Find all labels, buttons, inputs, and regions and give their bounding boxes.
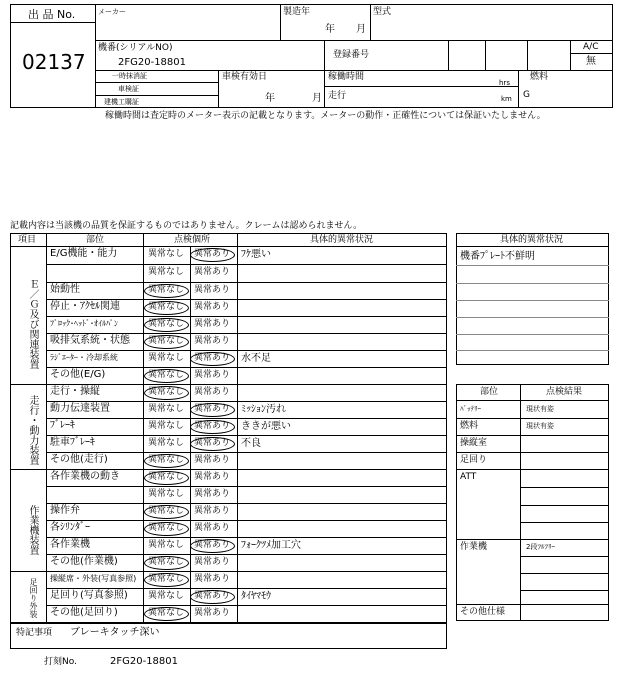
divider	[518, 70, 519, 108]
status-issue: 異常あり	[194, 539, 231, 550]
row-detail: ﾌｫｰｸﾂﾒ加工穴	[241, 539, 301, 551]
status-issue: 異常あり	[194, 488, 231, 499]
circled-no-issue	[144, 556, 189, 570]
expiry-month-unit: 月	[312, 93, 322, 104]
row-part: その他(作業機)	[50, 555, 118, 567]
divider	[456, 469, 609, 470]
row-detail: 水不足	[241, 352, 271, 364]
status-no-issue: 異常なし	[148, 522, 185, 533]
circled-no-issue	[144, 471, 189, 485]
battery-label: ﾊﾞｯﾃﾘｰ	[460, 405, 481, 413]
row-part: 吸排気系統・状態	[50, 334, 130, 346]
divider	[10, 22, 96, 23]
row-divider	[46, 537, 447, 538]
divider	[456, 435, 609, 436]
hours-label: 稼働時間	[328, 72, 365, 82]
lot-number: 02137	[22, 50, 86, 74]
status-issue: 異常あり	[194, 471, 231, 482]
col-item-header: 項目	[18, 235, 37, 245]
work-label: 作業機	[460, 542, 488, 552]
status-issue: 異常あり	[194, 437, 231, 448]
divider	[324, 70, 325, 108]
remarks-value: ブレーキタッチ深い	[70, 627, 160, 638]
row-divider	[46, 435, 447, 436]
circled-issue	[190, 403, 235, 417]
group-label-eg	[18, 268, 38, 380]
divider	[520, 487, 609, 488]
other-spec-label: その他仕様	[460, 607, 506, 617]
status-no-issue: 異常なし	[148, 454, 185, 465]
status-issue: 異常あり	[194, 267, 231, 277]
circled-no-issue	[144, 454, 189, 468]
status-issue: 異常あり	[194, 352, 231, 363]
group-label-under	[18, 574, 38, 622]
row-part: 操作弁	[50, 504, 80, 516]
divider	[95, 70, 613, 71]
divider	[456, 283, 609, 284]
mileage-label: 走行	[328, 91, 347, 101]
stamp-value: 2FG20-18801	[110, 656, 179, 667]
fuel-result-label: 燃料	[460, 421, 479, 431]
disclaimer-top: 稼働時間は査定時のメーター表示の記載となります。メーターの動作・正確性については保証いたしません。	[105, 111, 546, 121]
row-part: ﾌﾞﾚｰｷ	[50, 419, 75, 431]
divider	[456, 400, 609, 401]
status-no-issue: 異常なし	[148, 420, 185, 431]
ac-value: 無	[586, 56, 596, 67]
circled-no-issue	[144, 318, 189, 332]
divider	[448, 40, 449, 70]
row-detail: ﾐｯｼｮﾝ汚れ	[241, 403, 286, 415]
circled-no-issue	[144, 386, 189, 400]
col-check-header: 点検個所	[174, 235, 211, 245]
group-divider	[10, 571, 447, 572]
row-divider	[46, 588, 447, 589]
status-no-issue: 異常なし	[148, 249, 185, 259]
row-part: その他(足回り)	[50, 607, 118, 618]
row-part: 走行・操縦	[50, 385, 100, 397]
row-divider	[46, 401, 447, 402]
group-drive-text: 走行・動力装置	[27, 395, 38, 465]
row-divider	[46, 418, 447, 419]
row-part: ﾗｼﾞｴｰﾀｰ・冷却系統	[50, 352, 118, 362]
lot-label: 出 品 No.	[28, 8, 76, 21]
row-part: ﾌﾞﾛｯｸ･ﾍｯﾄﾞ･ｵｲﾙﾊﾟﾝ	[50, 318, 118, 328]
fuel-label: 燃料	[530, 72, 549, 82]
inspection-cert-label: 車検証	[118, 85, 139, 93]
group-under-text: 足回り外装	[29, 578, 38, 618]
divider	[527, 40, 528, 70]
status-no-issue: 異常なし	[148, 608, 185, 618]
fuel-result-value: 現状有姿	[526, 422, 554, 430]
divider	[520, 384, 521, 621]
status-no-issue: 異常なし	[148, 590, 185, 601]
group-label-work	[18, 494, 38, 566]
temp-cert-label: 一時抹消証	[112, 72, 147, 80]
divider	[456, 265, 609, 266]
status-no-issue: 異常なし	[148, 318, 185, 329]
col-detail-header: 具体的異常状況	[310, 235, 374, 245]
status-no-issue: 異常なし	[148, 437, 185, 448]
row-part: 動力伝達装置	[50, 402, 110, 414]
status-issue: 異常あり	[194, 369, 231, 380]
divider	[520, 556, 609, 557]
row-part: 各作業機の動き	[50, 470, 120, 482]
status-no-issue: 異常なし	[148, 386, 185, 397]
row-divider	[46, 367, 447, 368]
construction-cert-label: 建機工購証	[104, 98, 139, 106]
circled-no-issue	[144, 505, 189, 519]
circled-issue	[190, 539, 235, 553]
circled-issue	[190, 420, 235, 434]
row-part: 始動性	[50, 283, 80, 295]
row-detail: 不良	[241, 437, 261, 449]
row-divider	[46, 333, 447, 334]
divider	[370, 4, 371, 40]
expiry-year-unit: 年	[265, 93, 275, 104]
status-issue: 異常あり	[194, 403, 231, 414]
circled-issue	[190, 437, 235, 451]
result-col-part: 部位	[480, 387, 499, 397]
model-label: 型式	[373, 7, 392, 17]
divider	[456, 317, 609, 318]
status-no-issue: 異常なし	[148, 403, 185, 414]
circled-issue	[190, 248, 235, 262]
circled-no-issue	[144, 301, 189, 315]
status-no-issue: 異常なし	[148, 556, 185, 567]
divider	[237, 233, 238, 623]
divider	[456, 246, 609, 247]
divider	[280, 4, 281, 40]
cab-label: 操縦室	[460, 438, 488, 448]
row-part: 足回り(写真参照)	[50, 589, 128, 601]
circled-no-issue	[144, 335, 189, 349]
row-divider	[46, 486, 447, 487]
status-issue: 異常あり	[194, 505, 231, 516]
status-issue: 異常あり	[194, 590, 231, 601]
stamp-label: 打刻No.	[44, 657, 77, 667]
inspection-expiry-label: 車検有効日	[222, 72, 268, 82]
divider	[520, 505, 609, 506]
right-result-table	[456, 384, 609, 621]
divider	[456, 334, 609, 335]
group-work-text: 作業機装置	[27, 505, 38, 555]
status-issue: 異常あり	[194, 249, 231, 259]
row-part: 操縦席・外装(写真参照)	[50, 573, 137, 583]
divider	[520, 522, 609, 523]
serial-value: 2FG20-18801	[118, 57, 187, 68]
status-issue: 異常あり	[194, 608, 231, 618]
status-issue: 異常あり	[194, 318, 231, 329]
status-no-issue: 異常なし	[148, 284, 185, 295]
row-divider	[46, 520, 447, 521]
divider	[95, 40, 613, 41]
row-part: その他(E/G)	[50, 368, 106, 380]
circled-no-issue	[144, 284, 189, 298]
group-divider	[10, 469, 447, 470]
group-label-drive	[18, 392, 38, 468]
row-part: 各作業機	[50, 538, 90, 550]
status-no-issue: 異常なし	[148, 505, 185, 516]
divider	[456, 350, 609, 351]
right-detail-header: 具体的異常状況	[500, 235, 564, 245]
status-no-issue: 異常なし	[148, 335, 185, 346]
row-part: 停止・ｱｸｾﾙ関連	[50, 300, 120, 312]
divider	[456, 300, 609, 301]
divider	[46, 233, 47, 623]
row-detail: ﾀｲﾔﾏﾓｳ	[241, 590, 271, 602]
ac-label: A/C	[583, 42, 599, 52]
work-value: 2段ﾌﾙﾌﾘｰ	[526, 543, 555, 551]
row-divider	[46, 282, 447, 283]
divider	[570, 53, 613, 54]
circled-issue	[190, 590, 235, 604]
notice-text: 記載内容は当該機の品質を保証するものではありません。クレームは認められません。	[10, 221, 363, 231]
status-no-issue: 異常なし	[148, 267, 185, 277]
row-divider	[46, 264, 447, 265]
row-divider	[46, 554, 447, 555]
divider	[456, 539, 609, 540]
battery-value: 現状有姿	[526, 405, 554, 413]
status-issue: 異常あり	[194, 454, 231, 465]
divider	[570, 40, 571, 70]
status-no-issue: 異常なし	[148, 471, 185, 482]
divider	[520, 590, 609, 591]
row-divider	[46, 503, 447, 504]
year-label: 製造年	[283, 7, 311, 17]
row-divider	[46, 452, 447, 453]
status-no-issue: 異常なし	[148, 369, 185, 380]
group-eg-text: Ｅ／Ｇ及び関連装置	[27, 279, 38, 369]
circled-no-issue	[144, 522, 189, 536]
circled-no-issue	[144, 607, 189, 621]
circled-issue	[190, 352, 235, 366]
result-col-result: 点検結果	[546, 387, 583, 397]
divider	[456, 418, 609, 419]
remarks-label: 特記事項	[16, 628, 53, 638]
status-issue: 異常あり	[194, 420, 231, 431]
divider	[456, 604, 609, 605]
status-issue: 異常あり	[194, 573, 231, 584]
divider	[456, 452, 609, 453]
row-part: 駐車ﾌﾞﾚｰｷ	[50, 436, 95, 448]
row-divider	[46, 316, 447, 317]
status-no-issue: 異常なし	[148, 573, 185, 584]
col-part-header: 部位	[86, 235, 105, 245]
divider	[324, 40, 325, 70]
status-no-issue: 異常なし	[148, 301, 185, 312]
maker-label: メーカー	[98, 8, 126, 16]
row-part: E/G機能・能力	[50, 248, 118, 259]
status-no-issue: 異常なし	[148, 539, 185, 550]
divider	[95, 4, 96, 108]
circled-no-issue	[144, 573, 189, 587]
month-unit: 月	[356, 24, 366, 35]
group-divider	[10, 384, 447, 385]
status-issue: 異常あり	[194, 386, 231, 397]
year-unit: 年	[325, 24, 335, 35]
divider	[95, 95, 218, 96]
mileage-unit: km	[501, 95, 512, 103]
status-no-issue: 異常なし	[148, 488, 185, 499]
divider	[218, 70, 219, 108]
status-issue: 異常あり	[194, 522, 231, 533]
divider	[485, 40, 486, 70]
hours-unit: hrs	[499, 79, 510, 87]
divider	[324, 86, 518, 87]
row-part: 各ｼﾘﾝﾀﾞｰ	[50, 521, 90, 533]
att-label: ATT	[460, 472, 477, 482]
right-detail-line1: 機番ﾌﾟﾚｰﾄ不鮮明	[460, 251, 535, 262]
status-no-issue: 異常なし	[148, 352, 185, 363]
status-issue: 異常あり	[194, 556, 231, 567]
reg-label: 登録番号	[333, 50, 370, 60]
row-detail: ﾌｹ悪い	[241, 249, 271, 260]
under-label: 足回り	[460, 455, 488, 465]
status-issue: 異常あり	[194, 335, 231, 346]
status-issue: 異常あり	[194, 284, 231, 295]
divider	[95, 82, 218, 83]
row-divider	[46, 350, 447, 351]
row-divider	[46, 605, 447, 606]
divider	[520, 573, 609, 574]
divider	[10, 246, 447, 247]
row-part: その他(走行)	[50, 453, 108, 465]
fuel-value: G	[523, 90, 530, 100]
row-detail: ききが悪い	[241, 420, 291, 432]
serial-label: 機番(シリアルNO)	[98, 43, 173, 53]
row-divider	[46, 299, 447, 300]
circled-no-issue	[144, 369, 189, 383]
status-issue: 異常あり	[194, 301, 231, 312]
